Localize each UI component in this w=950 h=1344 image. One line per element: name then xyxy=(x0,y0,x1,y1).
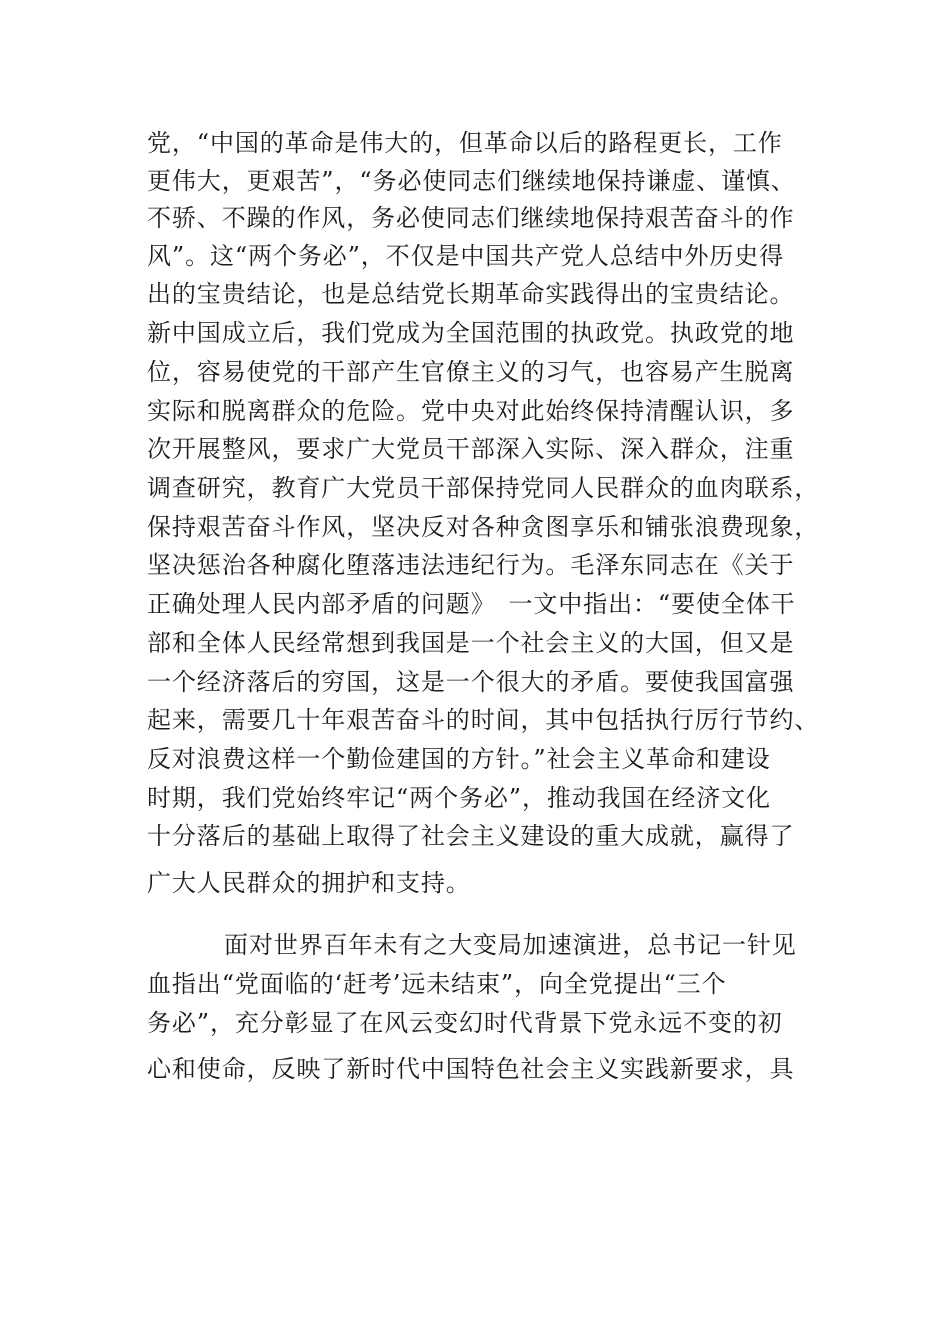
paragraph-2-line: 血指出“党面临的‘赶考’远未结束”，向全党提出“三个 xyxy=(147,970,727,998)
paragraph-1-line: 十分落后的基础上取得了社会主义建设的重大成就，赢得了 xyxy=(147,822,795,850)
paragraph-1-line: 一个经济落后的穷国，这是一个很大的矛盾。要使我国富强 xyxy=(147,668,795,696)
paragraph-1-line: 新中国成立后，我们党成为全国范围的执政党。执政党的地 xyxy=(147,319,795,347)
paragraph-1-line: 次开展整风，要求广大党员干部深入实际、深入群众，注重 xyxy=(147,435,795,463)
paragraph-1-line: 保持艰苦奋斗作风，坚决反对各种贪图享乐和铺张浪费现象， xyxy=(147,513,820,541)
paragraph-1-line: 反对浪费这样一个勤俭建国的方针。”社会主义革命和建设 xyxy=(147,745,771,773)
paragraph-1-line: 时期，我们党始终牢记“两个务必”，推动我国在经济文化 xyxy=(147,784,771,812)
paragraph-1-line: 出的宝贵结论，也是总结党长期革命实践得出的宝贵结论。 xyxy=(147,280,795,308)
paragraph-1-line: 调查研究，教育广大党员干部保持党同人民群众的血肉联系， xyxy=(147,474,820,502)
paragraph-1-line: 起来，需要几十年艰苦奋斗的时间，其中包括执行厉行节约、 xyxy=(147,706,820,734)
paragraph-1-line: 广大人民群众的拥护和支持。 xyxy=(147,869,471,897)
paragraph-1-line: 更伟大，更艰苦”，“务必使同志们继续地保持谦虚、谨慎、 xyxy=(147,167,796,195)
paragraph-1-line: 正确处理人民内部矛盾的问题》 一文中指出：“要使全体干 xyxy=(147,590,796,618)
paragraph-2-line: 务必”，充分彰显了在风云变幻时代背景下党永远不变的初 xyxy=(147,1009,783,1037)
paragraph-1-line: 不骄、不躁的作风，务必使同志们继续地保持艰苦奋斗的作 xyxy=(147,204,795,232)
paragraph-1-line: 党，“中国的革命是伟大的，但革命以后的路程更长，工作 xyxy=(147,129,783,157)
paragraph-1-line: 部和全体人民经常想到我国是一个社会主义的大国，但又是 xyxy=(147,629,795,657)
paragraph-1-line: 位，容易使党的干部产生官僚主义的习气，也容易产生脱离 xyxy=(147,358,795,386)
paragraph-1-line: 风”。这“两个务必”，不仅是中国共产党人总结中外历史得 xyxy=(147,242,785,270)
paragraph-1-line: 坚决惩治各种腐化堕落违法违纪行为。毛泽东同志在《关于 xyxy=(147,551,795,579)
paragraph-1-line: 实际和脱离群众的危险。党中央对此始终保持清醒认识，多 xyxy=(147,397,795,425)
paragraph-2-line: 心和使命，反映了新时代中国特色社会主义实践新要求，具 xyxy=(147,1055,795,1083)
paragraph-2-line: 面对世界百年未有之大变局加速演进，总书记一针见 xyxy=(224,931,797,959)
